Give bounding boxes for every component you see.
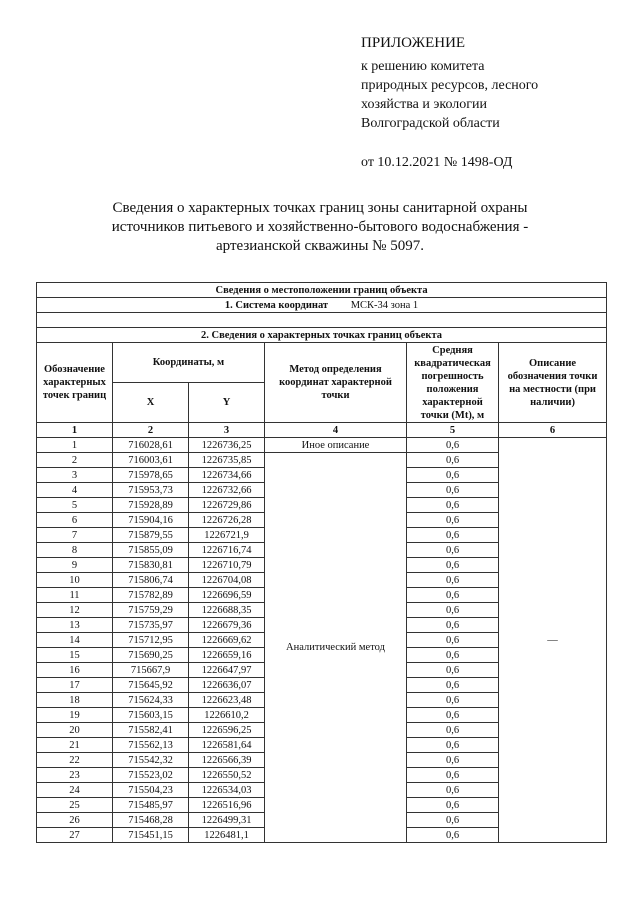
mean-error: 0,6: [407, 693, 499, 708]
point-number: 16: [37, 663, 113, 678]
point-number: 8: [37, 543, 113, 558]
coord-x: 716028,61: [113, 438, 189, 453]
mean-error: 0,6: [407, 678, 499, 693]
coord-x: 715624,33: [113, 693, 189, 708]
coord-y: 1226581,64: [189, 738, 265, 753]
point-number: 22: [37, 753, 113, 768]
header-coordinates: Координаты, м: [113, 343, 265, 383]
mean-error: 0,6: [407, 543, 499, 558]
mean-error: 0,6: [407, 813, 499, 828]
mean-error: 0,6: [407, 738, 499, 753]
coord-y: 1226716,74: [189, 543, 265, 558]
coord-y: 1226610,2: [189, 708, 265, 723]
mean-error: 0,6: [407, 708, 499, 723]
coord-x: 715978,65: [113, 468, 189, 483]
coord-y: 1226734,66: [189, 468, 265, 483]
mean-error: 0,6: [407, 588, 499, 603]
coord-y: 1226736,25: [189, 438, 265, 453]
coord-x: 715603,15: [113, 708, 189, 723]
point-number: 17: [37, 678, 113, 693]
coord-x: 715712,95: [113, 633, 189, 648]
method-cell: Иное описание: [265, 438, 407, 453]
col-number: 4: [265, 423, 407, 438]
point-number: 25: [37, 798, 113, 813]
point-number: 1: [37, 438, 113, 453]
description-cell: —: [499, 438, 607, 843]
point-number: 2: [37, 453, 113, 468]
coord-x: 715928,89: [113, 498, 189, 513]
coord-y: 1226636,07: [189, 678, 265, 693]
header-mean-error: Средняя квадратическая погрешность положения характерной точки (Mt), м: [407, 343, 499, 423]
point-number: 19: [37, 708, 113, 723]
annex-line: к решению комитета: [361, 59, 485, 74]
coord-y: 1226679,36: [189, 618, 265, 633]
coord-y: 1226481,1: [189, 828, 265, 843]
mean-error: 0,6: [407, 498, 499, 513]
point-number: 24: [37, 783, 113, 798]
header-point-designation: Обозначение характерных точек границ: [37, 343, 113, 423]
table-row: [37, 438, 607, 453]
coord-y: 1226735,85: [189, 453, 265, 468]
point-number: 13: [37, 618, 113, 633]
mean-error: 0,6: [407, 453, 499, 468]
coord-x: 715953,73: [113, 483, 189, 498]
mean-error: 0,6: [407, 528, 499, 543]
coord-y: 1226566,39: [189, 753, 265, 768]
mean-error: 0,6: [407, 798, 499, 813]
mean-error: 0,6: [407, 663, 499, 678]
title-line: источников питьевого и хозяйственно-бытового водоснабжения -: [111, 219, 529, 235]
coord-y: 1226688,35: [189, 603, 265, 618]
mean-error: 0,6: [407, 573, 499, 588]
point-number: 26: [37, 813, 113, 828]
coord-x: 715782,89: [113, 588, 189, 603]
coord-y: 1226499,31: [189, 813, 265, 828]
mean-error: 0,6: [407, 723, 499, 738]
mean-error: 0,6: [407, 558, 499, 573]
coord-x: 715690,25: [113, 648, 189, 663]
annex-line: Волгоградской области: [361, 116, 500, 131]
point-number: 4: [37, 483, 113, 498]
header-method: Метод определения координат характерной точки: [265, 343, 407, 423]
mean-error: 0,6: [407, 648, 499, 663]
mean-error: 0,6: [407, 828, 499, 843]
col-number: 5: [407, 423, 499, 438]
title-line: артезианской скважины № 5097.: [215, 238, 424, 254]
coordinate-system-label: 1. Система координат: [224, 299, 329, 311]
annex-line: природных ресурсов, лесного: [361, 78, 539, 93]
mean-error: 0,6: [407, 783, 499, 798]
coord-y: 1226729,86: [189, 498, 265, 513]
mean-error: 0,6: [407, 603, 499, 618]
coord-x: 715542,32: [113, 753, 189, 768]
mean-error: 0,6: [407, 753, 499, 768]
coordinate-system-row: [37, 298, 607, 313]
coord-x: 715855,09: [113, 543, 189, 558]
col-number: 6: [499, 423, 607, 438]
coord-y: 1226516,96: [189, 798, 265, 813]
point-number: 5: [37, 498, 113, 513]
col-number: 3: [189, 423, 265, 438]
point-number: 15: [37, 648, 113, 663]
coord-x: 715562,13: [113, 738, 189, 753]
col-number: 2: [113, 423, 189, 438]
coord-y: 1226550,52: [189, 768, 265, 783]
coord-x: 715504,23: [113, 783, 189, 798]
header-x: X: [113, 383, 189, 423]
annex-line: хозяйства и экологии: [361, 97, 488, 112]
header-y: Y: [189, 383, 265, 423]
coord-y: 1226732,66: [189, 483, 265, 498]
point-number: 21: [37, 738, 113, 753]
col-number: 1: [37, 423, 113, 438]
mean-error: 0,6: [407, 468, 499, 483]
coord-y: 1226710,79: [189, 558, 265, 573]
coord-x: 715451,15: [113, 828, 189, 843]
annex-heading: ПРИЛОЖЕНИЕ: [361, 35, 466, 51]
mean-error: 0,6: [407, 618, 499, 633]
coord-x: 715879,55: [113, 528, 189, 543]
coord-x: 715904,16: [113, 513, 189, 528]
section1-title: Сведения о местоположении границ объекта: [37, 283, 607, 298]
coord-y: 1226596,25: [189, 723, 265, 738]
point-number: 18: [37, 693, 113, 708]
mean-error: 0,6: [407, 483, 499, 498]
point-number: 10: [37, 573, 113, 588]
point-number: 7: [37, 528, 113, 543]
coord-y: 1226669,62: [189, 633, 265, 648]
point-number: 14: [37, 633, 113, 648]
point-number: 12: [37, 603, 113, 618]
point-number: 23: [37, 768, 113, 783]
coord-y: 1226704,08: [189, 573, 265, 588]
point-number: 11: [37, 588, 113, 603]
point-number: 20: [37, 723, 113, 738]
header-description: Описание обозначения точки на местности (при наличии): [499, 343, 607, 423]
point-number: 27: [37, 828, 113, 843]
coord-x: 715468,28: [113, 813, 189, 828]
title-line: Сведения о характерных точках границ зоны санитарной охраны: [112, 200, 528, 216]
coord-x: 715645,92: [113, 678, 189, 693]
annex-block: [361, 33, 631, 172]
mean-error: 0,6: [407, 513, 499, 528]
coord-y: 1226623,48: [189, 693, 265, 708]
point-number: 9: [37, 558, 113, 573]
coord-y: 1226659,16: [189, 648, 265, 663]
boundary-points-table: [36, 282, 607, 843]
section2-title: 2. Сведения о характерных точках границ объекта: [37, 328, 607, 343]
coord-x: 715759,29: [113, 603, 189, 618]
document-title: [70, 199, 570, 256]
coord-x: 715735,97: [113, 618, 189, 633]
point-number: 3: [37, 468, 113, 483]
coord-y: 1226534,03: [189, 783, 265, 798]
coord-x: 715485,97: [113, 798, 189, 813]
mean-error: 0,6: [407, 438, 499, 453]
coord-y: 1226726,28: [189, 513, 265, 528]
spacer-row: [37, 313, 607, 328]
coord-y: 1226647,97: [189, 663, 265, 678]
coord-x: 715523,02: [113, 768, 189, 783]
mean-error: 0,6: [407, 768, 499, 783]
annex-date: от 10.12.2021 № 1498-ОД: [361, 155, 513, 170]
mean-error: 0,6: [407, 633, 499, 648]
coord-x: 716003,61: [113, 453, 189, 468]
method-cell: Аналитический метод: [265, 453, 407, 843]
coord-x: 715806,74: [113, 573, 189, 588]
point-number: 6: [37, 513, 113, 528]
coord-y: 1226696,59: [189, 588, 265, 603]
coord-x: 715582,41: [113, 723, 189, 738]
coord-y: 1226721,9: [189, 528, 265, 543]
coord-x: 715830,81: [113, 558, 189, 573]
coordinate-system-value: МСК-34 зона 1: [350, 299, 419, 311]
coord-x: 715667,9: [113, 663, 189, 678]
